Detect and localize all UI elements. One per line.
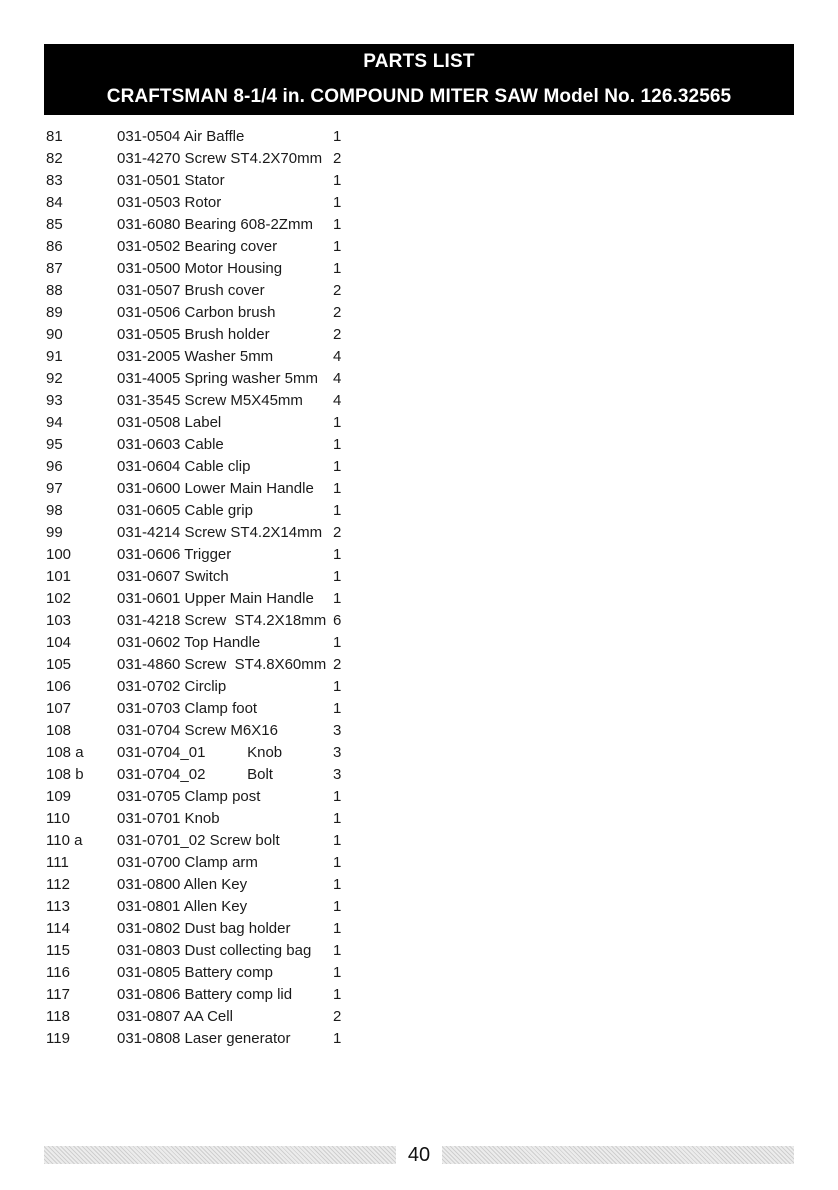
part-description: 031-0602 Top Handle	[117, 634, 261, 651]
header-title: PARTS LIST	[363, 51, 475, 72]
part-quantity: 1	[333, 854, 342, 871]
part-row	[0, 852, 420, 874]
part-quantity: 1	[333, 590, 342, 607]
part-description: 031-4270 Screw ST4.2X70mm	[117, 150, 323, 167]
part-number: 93	[46, 392, 63, 409]
part-number: 107	[46, 700, 72, 717]
part-number: 118	[46, 1008, 70, 1025]
part-quantity: 1	[333, 1030, 342, 1047]
part-number: 95	[46, 436, 63, 453]
part-number: 85	[46, 216, 63, 233]
part-number: 116	[46, 964, 70, 981]
part-number: 92	[46, 370, 63, 387]
header-subtitle: CRAFTSMAN 8-1/4 in. COMPOUND MITER SAW Model No. 126.32565	[106, 86, 732, 107]
part-row	[0, 192, 420, 214]
part-quantity: 1	[333, 260, 342, 277]
part-description: 031-0508 Label	[117, 414, 222, 431]
part-row	[0, 170, 420, 192]
part-description: 031-0603 Cable	[117, 436, 224, 453]
part-quantity: 3	[333, 722, 342, 739]
part-number: 101	[46, 568, 72, 585]
part-description: 031-0600 Lower Main Handle	[117, 480, 314, 497]
part-description: 031-0700 Clamp arm	[117, 854, 258, 871]
part-number: 90	[46, 326, 63, 343]
part-description: 031-0808 Laser generator	[117, 1030, 291, 1047]
part-description: 031-0701 Knob	[117, 810, 220, 827]
part-quantity: 3	[333, 766, 342, 783]
part-number: 98	[46, 502, 63, 519]
part-number: 108 b	[46, 766, 84, 783]
part-description: 031-0500 Motor Housing	[117, 260, 283, 277]
part-row	[0, 566, 420, 588]
part-description: 031-0605 Cable grip	[117, 502, 253, 519]
part-number: 110	[46, 810, 70, 827]
part-description: 031-0805 Battery comp	[117, 964, 273, 981]
part-description: 031-0802 Dust bag holder	[117, 920, 291, 937]
part-row	[0, 918, 420, 940]
part-description: 031-0507 Brush cover	[117, 282, 265, 299]
part-row	[0, 214, 420, 236]
part-quantity: 2	[333, 304, 342, 321]
part-row	[0, 544, 420, 566]
part-description: 031-0800 Allen Key	[117, 876, 248, 893]
part-row	[0, 390, 420, 412]
part-row	[0, 302, 420, 324]
part-number: 103	[46, 612, 72, 629]
part-row	[0, 764, 420, 786]
part-number: 113	[46, 898, 70, 915]
part-description: 031-0607 Switch	[117, 568, 229, 585]
part-description: 031-0505 Brush holder	[117, 326, 270, 343]
part-description: 031-4218 Screw ST4.2X18mm	[117, 612, 327, 629]
part-row	[0, 236, 420, 258]
part-quantity: 1	[333, 810, 342, 827]
part-description: 031-0803 Dust collecting bag	[117, 942, 312, 959]
part-number: 94	[46, 414, 63, 431]
part-quantity: 1	[333, 898, 342, 915]
part-description: 031-0705 Clamp post	[117, 788, 261, 805]
part-row	[0, 786, 420, 808]
part-quantity: 4	[333, 370, 342, 387]
part-number: 108	[46, 722, 72, 739]
part-row	[0, 258, 420, 280]
part-description: 031-3545 Screw M5X45mm	[117, 392, 303, 409]
part-quantity: 2	[333, 656, 342, 673]
part-row	[0, 742, 420, 764]
page-number: 40	[407, 1144, 431, 1166]
part-row	[0, 654, 420, 676]
part-row	[0, 808, 420, 830]
parts-list-header	[44, 44, 794, 115]
part-row	[0, 478, 420, 500]
part-row	[0, 412, 420, 434]
part-quantity: 1	[333, 128, 342, 145]
part-quantity: 1	[333, 568, 342, 585]
part-quantity: 2	[333, 524, 342, 541]
part-row	[0, 500, 420, 522]
part-description: 031-0806 Battery comp lid	[117, 986, 293, 1003]
part-description: 031-2005 Washer 5mm	[117, 348, 274, 365]
part-row	[0, 962, 420, 984]
part-number: 82	[46, 150, 63, 167]
part-quantity: 1	[333, 414, 342, 431]
part-number: 104	[46, 634, 72, 651]
part-number: 86	[46, 238, 63, 255]
part-quantity: 3	[333, 744, 342, 761]
part-description: 031-0704_01 Knob	[117, 744, 283, 761]
part-quantity: 1	[333, 216, 342, 233]
part-row	[0, 324, 420, 346]
part-number: 91	[46, 348, 63, 365]
part-quantity: 1	[333, 172, 342, 189]
part-number: 115	[46, 942, 70, 959]
part-description: 031-0606 Trigger	[117, 546, 232, 563]
part-description: 031-0604 Cable clip	[117, 458, 251, 475]
part-quantity: 1	[333, 480, 342, 497]
part-row	[0, 1028, 420, 1050]
part-description: 031-0504 Air Baffle	[117, 128, 245, 145]
part-description: 031-0701_02 Screw bolt	[117, 832, 280, 849]
part-row	[0, 522, 420, 544]
part-row	[0, 368, 420, 390]
part-quantity: 1	[333, 546, 342, 563]
part-number: 105	[46, 656, 72, 673]
part-description: 031-4860 Screw ST4.8X60mm	[117, 656, 327, 673]
part-row	[0, 632, 420, 654]
part-number: 108 a	[46, 744, 84, 761]
page-footer	[44, 1144, 794, 1166]
part-number: 117	[46, 986, 70, 1003]
part-quantity: 4	[333, 392, 342, 409]
part-row	[0, 720, 420, 742]
part-quantity: 2	[333, 150, 342, 167]
part-quantity: 1	[333, 920, 342, 937]
part-number: 114	[46, 920, 70, 937]
part-row	[0, 676, 420, 698]
part-row	[0, 434, 420, 456]
part-description: 031-0704 Screw M6X16	[117, 722, 278, 739]
part-number: 84	[46, 194, 63, 211]
part-number: 99	[46, 524, 63, 541]
parts-list	[0, 126, 420, 1050]
part-description: 031-0703 Clamp foot	[117, 700, 258, 717]
part-quantity: 1	[333, 942, 342, 959]
part-description: 031-4214 Screw ST4.2X14mm	[117, 524, 323, 541]
part-row	[0, 126, 420, 148]
part-description: 031-0502 Bearing cover	[117, 238, 278, 255]
part-row	[0, 456, 420, 478]
part-description: 031-0506 Carbon brush	[117, 304, 276, 321]
part-row	[0, 610, 420, 632]
part-number: 97	[46, 480, 63, 497]
part-quantity: 1	[333, 678, 342, 695]
part-number: 112	[46, 876, 70, 893]
part-quantity: 1	[333, 700, 342, 717]
part-number: 89	[46, 304, 63, 321]
part-number: 106	[46, 678, 72, 695]
part-number: 109	[46, 788, 72, 805]
part-row	[0, 1006, 420, 1028]
part-quantity: 2	[333, 326, 342, 343]
part-number: 100	[46, 546, 72, 563]
part-quantity: 1	[333, 502, 342, 519]
part-row	[0, 874, 420, 896]
part-quantity: 2	[333, 1008, 342, 1025]
part-row	[0, 698, 420, 720]
part-row	[0, 940, 420, 962]
part-number: 102	[46, 590, 72, 607]
part-row	[0, 346, 420, 368]
part-row	[0, 896, 420, 918]
part-number: 88	[46, 282, 63, 299]
part-description: 031-0503 Rotor	[117, 194, 222, 211]
part-description: 031-0702 Circlip	[117, 678, 227, 695]
part-quantity: 1	[333, 832, 342, 849]
part-number: 87	[46, 260, 63, 277]
part-description: 031-4005 Spring washer 5mm	[117, 370, 318, 387]
part-number: 111	[46, 854, 69, 871]
part-row	[0, 588, 420, 610]
part-quantity: 1	[333, 876, 342, 893]
part-number: 96	[46, 458, 63, 475]
part-description: 031-0501 Stator	[117, 172, 225, 189]
part-row	[0, 830, 420, 852]
part-quantity: 1	[333, 986, 342, 1003]
part-row	[0, 148, 420, 170]
part-number: 119	[46, 1030, 70, 1047]
part-description: 031-0704_02 Bolt	[117, 766, 273, 783]
part-quantity: 6	[333, 612, 342, 629]
part-quantity: 1	[333, 238, 342, 255]
part-quantity: 1	[333, 788, 342, 805]
part-quantity: 1	[333, 964, 342, 981]
part-row	[0, 280, 420, 302]
part-quantity: 4	[333, 348, 342, 365]
part-number: 81	[46, 128, 63, 145]
part-number: 83	[46, 172, 63, 189]
part-quantity: 1	[333, 194, 342, 211]
part-description: 031-0807 AA Cell	[117, 1008, 233, 1025]
part-description: 031-0801 Allen Key	[117, 898, 248, 915]
part-row	[0, 984, 420, 1006]
part-description: 031-0601 Upper Main Handle	[117, 590, 314, 607]
part-number: 110 a	[46, 832, 83, 849]
part-quantity: 2	[333, 282, 342, 299]
part-quantity: 1	[333, 458, 342, 475]
part-description: 031-6080 Bearing 608-2Zmm	[117, 216, 313, 233]
part-quantity: 1	[333, 634, 342, 651]
part-quantity: 1	[333, 436, 342, 453]
